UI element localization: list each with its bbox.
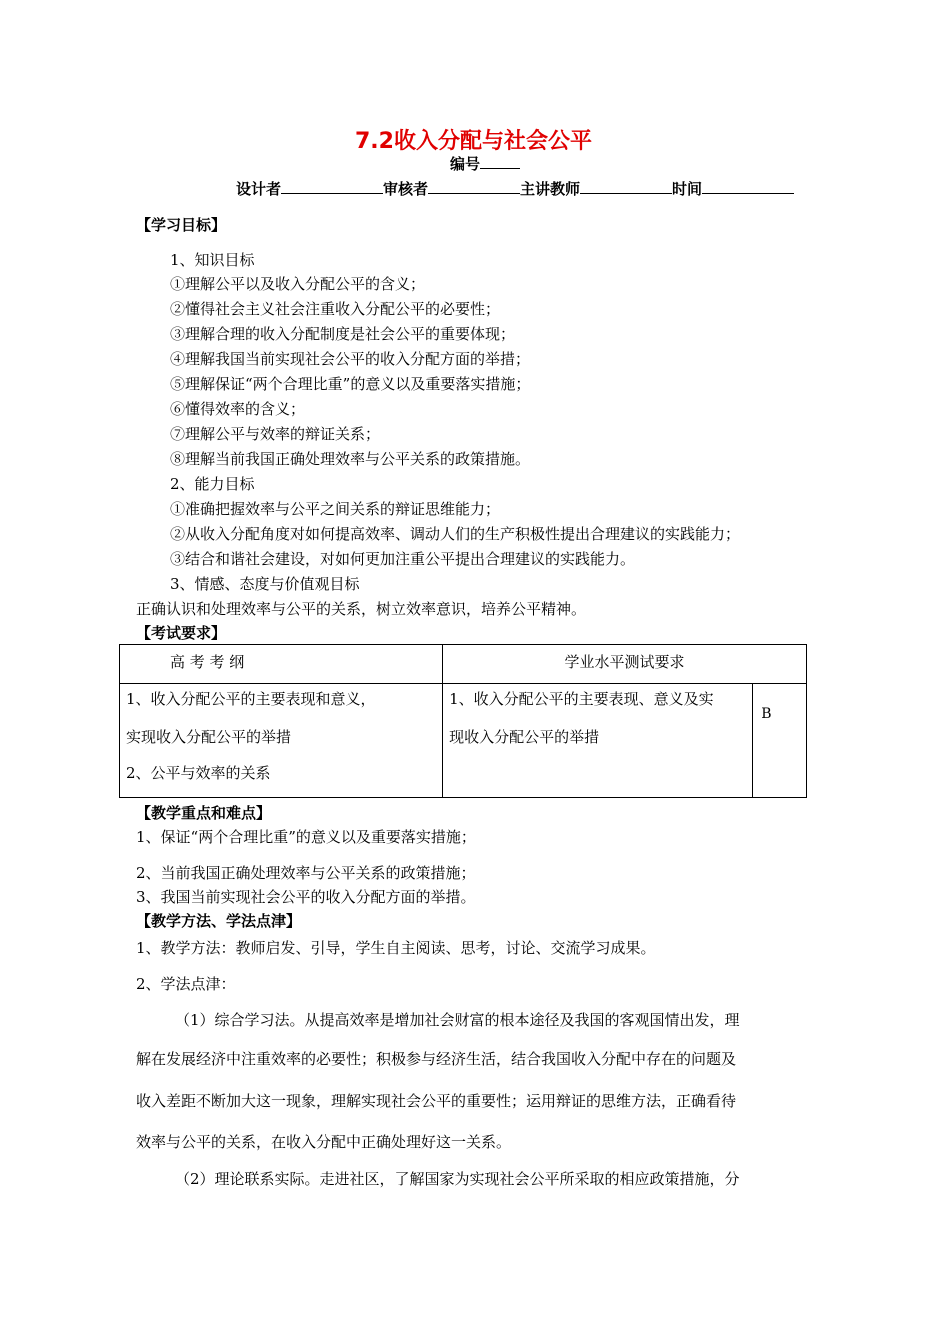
meta-line <box>236 178 794 199</box>
exam-col1-header: 高 考 考 纲 <box>120 645 443 684</box>
method-paragraph-line: 收入差距不断加大这一现象，理解实现社会公平的重要性；运用辩证的思维方法，正确看待 <box>136 1092 737 1110</box>
exam-col2-content <box>443 684 753 798</box>
number-label: 编号 <box>450 155 481 173</box>
reviewer-blank <box>428 178 520 194</box>
exam-col2-header: 学业水平测试要求 <box>443 645 807 684</box>
exam-table <box>119 644 807 798</box>
time-label: 时间 <box>672 180 703 198</box>
methods-heading: 【教学方法、学法点津】 <box>136 912 302 930</box>
exam-col2-line: 1、收入分配公平的主要表现、意义及实 <box>449 690 714 708</box>
knowledge-item: ②懂得社会主义社会注重收入分配公平的必要性； <box>170 300 501 318</box>
teacher-blank <box>580 178 672 194</box>
knowledge-item: ③理解合理的收入分配制度是社会公平的重要体现； <box>170 325 516 343</box>
ability-item: ②从收入分配角度对如何提高效率、调动人们的生产积极性提出合理建议的实践能力； <box>170 525 741 543</box>
time-blank <box>702 178 794 194</box>
exam-col1-content <box>120 684 443 798</box>
page-title: 7.2收入分配与社会公平 <box>355 129 592 154</box>
method-paragraph-line: 效率与公平的关系，在收入分配中正确处理好这一关系。 <box>136 1133 512 1151</box>
knowledge-item: ⑤理解保证“两个合理比重”的意义以及重要落实措施； <box>170 375 531 393</box>
ability-item: ③结合和谐社会建设，对如何更加注重公平提出合理建议的实践能力。 <box>170 550 636 568</box>
exam-heading: 【考试要求】 <box>136 624 227 642</box>
ability-title: 2、能力目标 <box>170 475 255 493</box>
knowledge-item: ⑧理解当前我国正确处理效率与公平关系的政策措施。 <box>170 450 531 468</box>
objectives-heading: 【学习目标】 <box>136 216 227 234</box>
knowledge-item: ①理解公平以及收入分配公平的含义； <box>170 275 426 293</box>
method-paragraph-line: 解在发展经济中注重效率的必要性；积极参与经济生活，结合我国收入分配中存在的问题及 <box>136 1050 737 1068</box>
exam-col1-line: 2、公平与效率的关系 <box>126 764 271 782</box>
exam-col1-line: 实现收入分配公平的举措 <box>126 728 292 746</box>
keypoints-heading: 【教学重点和难点】 <box>136 804 272 822</box>
exam-col2-line: 现收入分配公平的举措 <box>449 728 600 746</box>
reviewer-label: 审核者 <box>383 180 429 198</box>
learn-title: 2、学法点津： <box>136 975 236 993</box>
designer-label: 设计者 <box>236 180 282 198</box>
designer-blank <box>281 178 383 194</box>
exam-col1-line: 1、收入分配公平的主要表现和意义， <box>126 690 376 708</box>
method-paragraph-line: （2）理论联系实际。走进社区，了解国家为实现社会公平所采取的相应政策措施，分 <box>175 1170 740 1188</box>
knowledge-item: ⑥懂得效率的含义； <box>170 400 306 418</box>
knowledge-item: ⑦理解公平与效率的辩证关系； <box>170 425 381 443</box>
teach-method: 1、教学方法：教师启发、引导，学生自主阅读、思考，讨论、交流学习成果。 <box>136 939 656 957</box>
keypoint-item: 1、保证“两个合理比重”的意义以及重要落实措施； <box>136 828 476 846</box>
knowledge-item: ④理解我国当前实现社会公平的收入分配方面的举措； <box>170 350 531 368</box>
ability-item: ①准确把握效率与公平之间关系的辩证思维能力； <box>170 500 501 518</box>
keypoint-item: 3、我国当前实现社会公平的收入分配方面的举措。 <box>136 888 476 906</box>
exam-level: B <box>753 684 807 798</box>
method-paragraph-line: （1）综合学习法。从提高效率是增加社会财富的根本途径及我国的客观国情出发，理 <box>175 1011 740 1029</box>
keypoint-item: 2、当前我国正确处理效率与公平关系的政策措施； <box>136 864 476 882</box>
number-blank <box>480 153 520 169</box>
number-field <box>450 153 520 174</box>
emotion-title: 3、情感、态度与价值观目标 <box>170 575 360 593</box>
knowledge-title: 1、知识目标 <box>170 251 255 269</box>
teacher-label: 主讲教师 <box>520 180 581 198</box>
emotion-text: 正确认识和处理效率与公平的关系，树立效率意识，培养公平精神。 <box>136 600 587 618</box>
